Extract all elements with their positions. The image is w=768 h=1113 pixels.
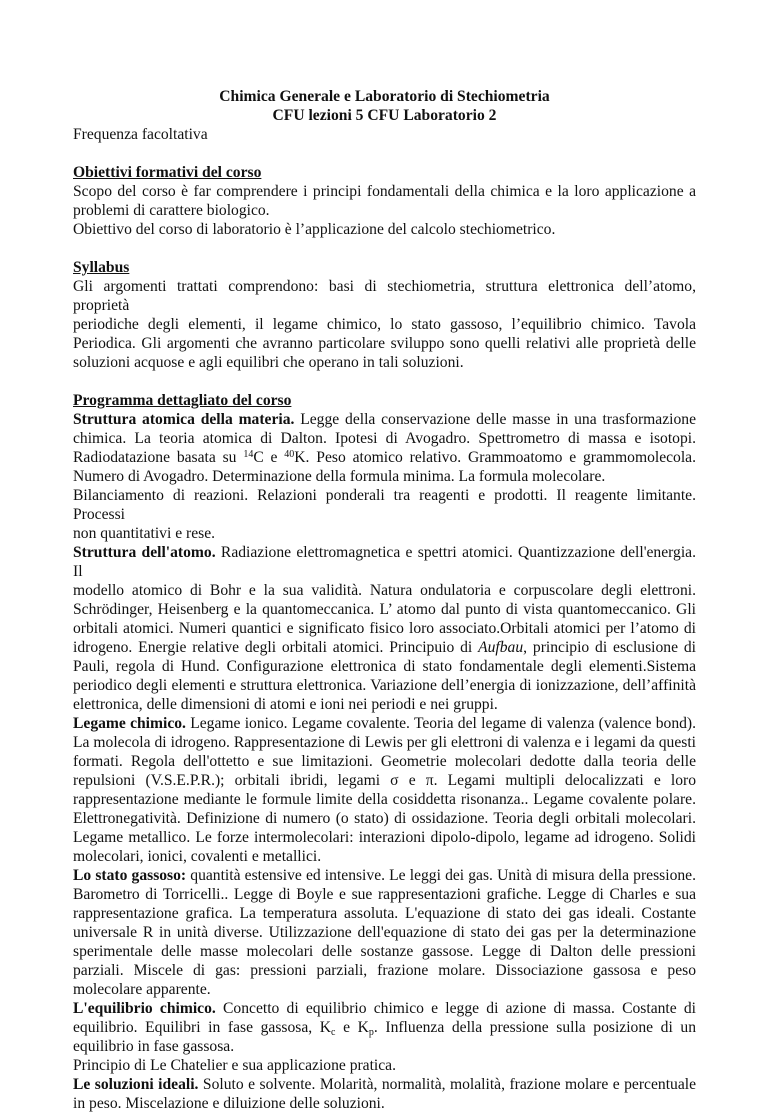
program-text: Elettronegatività. Definizione di numero (o stato) di ossidazione. Teoria degli orbitali molecolari. <box>73 810 696 827</box>
syllabus-text: periodiche degli elementi, il legame chimico, lo stato gassoso, l’equilibrio chimico. Tavola <box>73 316 696 333</box>
program-text: Legame metallico. Le forze intermolecolari: interazioni dipolo-dipolo, legame ad idrogeno. Solidi <box>73 829 696 846</box>
program-text: periodico degli elementi e struttura elettronica. Variazione dell’energia di ionizzazione, dell’affinità <box>73 677 696 694</box>
section-title: Legame chimico. <box>73 715 186 732</box>
program-text: Bilanciamento di reazioni. Relazioni ponderali tra reagenti e prodotti. Il reagente limitante. Processi <box>73 487 696 523</box>
program-text: rappresentazione grafica. La temperatura assoluta. L'equazione di stato dei gas ideali. Costante <box>73 905 696 922</box>
program-text: molecolari, ionici, covalenti e metallici. <box>73 848 322 865</box>
document-page <box>73 87 696 1113</box>
program-text: La molecola di idrogeno. Rappresentazione di Lewis per gli elettroni di valenza e i legami da questi <box>73 734 696 751</box>
program-heading: Programma dettagliato del corso <box>73 392 292 409</box>
program-text: in peso. Miscelazione e diluizione delle soluzioni. <box>73 1095 385 1112</box>
objectives-text: Obiettivo del corso di laboratorio è l’applicazione del calcolo stechiometrico. <box>73 221 556 238</box>
program-section-atom: Struttura dell'atomo. Radiazione elettromagnetica e spettri atomici. Quantizzazione dell'energia. Il <box>73 544 697 580</box>
objectives-text: problemi di carattere biologico. <box>73 202 270 219</box>
course-credits: CFU lezioni 5 CFU Laboratorio 2 <box>272 107 497 124</box>
program-text: Barometro di Torricelli.. Legge di Boyle e sue rappresentazioni grafiche. Legge di Charles e sua <box>73 886 696 903</box>
program-text: Radiodatazione basata su $^{14}$C e $^{40}$K. Peso atomico relativo. Grammoatomo e grammomolecola. <box>73 449 696 466</box>
program-text: rappresentazione mediante le formule limite della cosiddetta risonanza.. Legame covalente polare. <box>73 791 696 808</box>
program-text: elettronica, delle dimensioni di atomi e ioni nei periodi e nei gruppi. <box>73 696 498 713</box>
program-text: parziali. Miscele di gas: pressioni parziali, frazione molare. Dissociazione gassosa e peso <box>73 962 696 979</box>
program-text: equilibrio in fase gassosa. <box>73 1038 235 1055</box>
section-title: Lo stato gassoso: <box>73 867 187 884</box>
section-title: Struttura atomica della materia. <box>73 411 295 428</box>
program-text: chimica. La teoria atomica di Dalton. Ipotesi di Avogadro. Spettrometro di massa e isotopi. <box>73 430 696 447</box>
program-section-chemical-bond: Legame chimico. Legame ionico. Legame covalente. Teoria del legame di valenza (valence bond). <box>73 715 697 732</box>
course-title: Chimica Generale e Laboratorio di Stechiometria <box>219 88 550 105</box>
program-text: equilibrio. Equilibri in fase gassosa, $K_c$ e $K_p$. Influenza della pressione sulla posizione di un <box>73 1019 697 1038</box>
section-title: Le soluzioni ideali. <box>73 1076 199 1093</box>
program-text: orbitali atomici. Numeri quantici e significato fisico loro associato.Orbitali atomici per l’atomo di <box>73 620 696 637</box>
program-text: idrogeno. Energie relative degli orbitali atomici. Principuio di Aufbau, principio di esclusione di <box>73 639 696 656</box>
program-section-equilibrium: L'equilibrio chimico. Concetto di equilibrio chimico e legge di azione di massa. Costante di <box>73 1000 697 1017</box>
program-text: modello atomico di Bohr e la sua validità. Natura ondulatoria e corpuscolare degli elettroni. <box>73 582 696 599</box>
program-text: repulsioni (V.S.E.P.R.); orbitali ibridi, legami σ e π. Legami multipli delocalizzati e loro <box>73 772 696 789</box>
section-title: Struttura dell'atomo. <box>73 544 216 561</box>
program-text: formati. Regola dell'ottetto e sue limitazioni. Geometrie molecolari dedotte dalla teoria delle <box>73 753 696 770</box>
program-section-gas-state: Lo stato gassoso: quantità estensive ed intensive. Le leggi dei gas. Unità di misura della pressione. <box>73 867 696 884</box>
program-text: Pauli, regola di Hund. Configurazione elettronica di stato fondamentale degli elementi.Sistema <box>73 658 696 675</box>
program-text: non quantitativi e rese. <box>73 525 216 542</box>
syllabus-heading: Syllabus <box>73 259 130 276</box>
attendance-note: Frequenza facoltativa <box>73 126 208 143</box>
objectives-text: Scopo del corso è far comprendere i principi fondamentali della chimica e la loro applicazione a <box>73 183 696 200</box>
syllabus-text: soluzioni acquose e agli equilibri che operano in tali soluzioni. <box>73 354 464 371</box>
program-section-ideal-solutions: Le soluzioni ideali. Soluto e solvente. Molarità, normalità, molalità, frazione molare e percentuale <box>73 1076 696 1093</box>
syllabus-text: Gli argomenti trattati comprendono: basi di stechiometria, struttura elettronica dell’atomo, proprietà <box>73 278 696 314</box>
syllabus-text: Periodica. Gli argomenti che avranno particolare sviluppo sono quelli relativi alle proprietà delle <box>73 335 696 352</box>
section-title: L'equilibrio chimico. <box>73 1000 216 1017</box>
program-text: universale R in unità diverse. Utilizzazione dell'equazione di stato dei gas per la determinazione <box>73 924 696 941</box>
program-text: Schrödinger, Heisenberg e la quantomeccanica. L’ atomo dal punto di vista quantomeccanico. Gli <box>73 601 696 618</box>
program-section-atomic-structure: Struttura atomica della materia. Legge della conservazione delle masse in una trasformazione <box>73 411 696 428</box>
program-text: Principio di Le Chatelier e sua applicazione pratica. <box>73 1057 397 1074</box>
objectives-heading: Obiettivi formativi del corso <box>73 164 262 181</box>
program-text: sperimentale delle masse molecolari delle sostanze gassose. Legge di Dalton delle pressioni <box>73 943 696 960</box>
program-text: Numero di Avogadro. Determinazione della formula minima. La formula molecolare. <box>73 468 606 485</box>
program-text: molecolare apparente. <box>73 981 211 998</box>
